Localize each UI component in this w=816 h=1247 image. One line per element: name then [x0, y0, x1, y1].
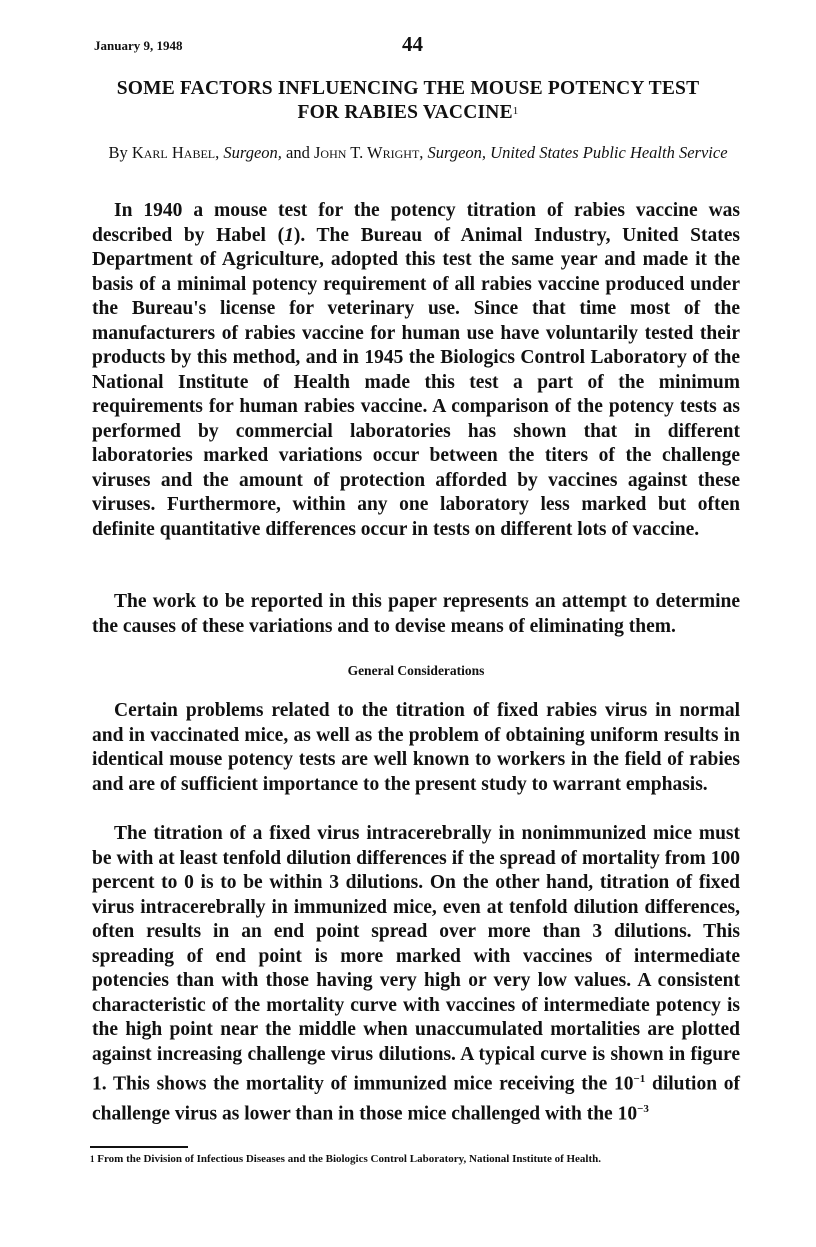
header-date: January 9, 1948: [94, 38, 183, 53]
author-1-title: Surgeon,: [223, 143, 282, 162]
title-line-1: SOME FACTORS INFLUENCING THE MOUSE POTENCY TEST: [116, 78, 700, 99]
title-line-2: [70, 101, 746, 125]
author-2: John T. Wright,: [313, 143, 424, 162]
p3-text: Certain problems related to the titration of fixed rabies virus in normal and in vaccinated mice, as well as the problem of obtaining uniform results in identical mouse potency tests are well known to workers in the field of rabies and are of sufficient importance to the present study to warrant emphasis.: [92, 700, 740, 795]
footnote: [90, 1152, 740, 1167]
p4-exponent-1: −1: [633, 1073, 646, 1085]
running-header: [94, 32, 739, 58]
footnote-text: From the Division of Infectious Diseases and the Biologics Control Laboratory, National Institute of Health.: [94, 1153, 602, 1165]
byline-and: and: [286, 143, 310, 162]
p4-text-b: dilution of challenge virus as lower than in those mice challenged with the 10: [92, 1073, 740, 1125]
footnote-rule: [90, 1146, 188, 1148]
page-number: 44: [402, 32, 423, 56]
title-line-2-text: FOR RABIES VACCINE: [297, 102, 513, 123]
paragraph-1: [92, 199, 740, 542]
p1-text-a: In 1940 a mouse test for the potency titration of rabies vaccine was described by Habel (: [92, 200, 740, 246]
p4-text-a: The titration of a fixed virus intracerebrally in nonimmunized mice must be with at least tenfold dilution differences if the spread of mortality from 100 percent to 0 is to be within 3 dilutions. On the other hand, titration of fixed virus intracerebrally in immunized mice, even at tenfold dilution differences, often results in an end point spread over more than 3 dilutions. This spreading of end point is more marked with vaccines of intermediate potencies than with those having very high or very low values. A consistent characteristic of the mortality curve with vaccines of intermediate potency is the high point near the middle when unaccumulated mortalities are plotted against increasing challenge virus dilutions. A typical curve is shown in figure 1. This shows the mortality of immunized mice receiving the 10: [92, 823, 740, 1095]
title-footnote-mark: 1: [512, 105, 519, 117]
p1-text-b: ). The Bureau of Animal Industry, United States Department of Agriculture, adopted this test the same year and made it the basis of a minimal potency requirement of all rabies vaccine produced under the Bureau's license for veterinary use. Since that time most of the manufacturers of rabies vaccine for human use have voluntarily tested their products by this method, and in 1945 the Biologics Control Laboratory of the National Institute of Health made this test a part of the minimum requirements for human rabies vaccine. A comparison of the potency tests as performed by commercial laboratories has shown that in different laboratories marked variations occur between the titers of the challenge viruses and the amount of protection afforded by vaccines against these viruses. Furthermore, within any one laboratory less marked but often definite quantitative differences occur in tests on different lots of vaccine.: [92, 224, 740, 540]
author-2-title: Surgeon,: [427, 143, 487, 162]
paragraph-2: [92, 590, 740, 639]
paragraph-4: [92, 822, 740, 1127]
article-title: [70, 77, 746, 125]
paragraph-3: [92, 699, 740, 797]
byline-by: By: [108, 143, 128, 162]
byline: [80, 143, 756, 163]
author-1: Karl Habel,: [131, 143, 220, 162]
p4-exponent-2: −3: [637, 1103, 649, 1115]
p1-reference: 1: [284, 224, 294, 246]
section-heading: General Considerations: [347, 663, 485, 678]
p2-text: The work to be reported in this paper represents an attempt to determine the causes of these variations and to devise means of eliminating them.: [92, 591, 740, 637]
affiliation: United States Public Health Service: [490, 143, 728, 162]
footnote-mark: 1: [90, 1154, 95, 1164]
